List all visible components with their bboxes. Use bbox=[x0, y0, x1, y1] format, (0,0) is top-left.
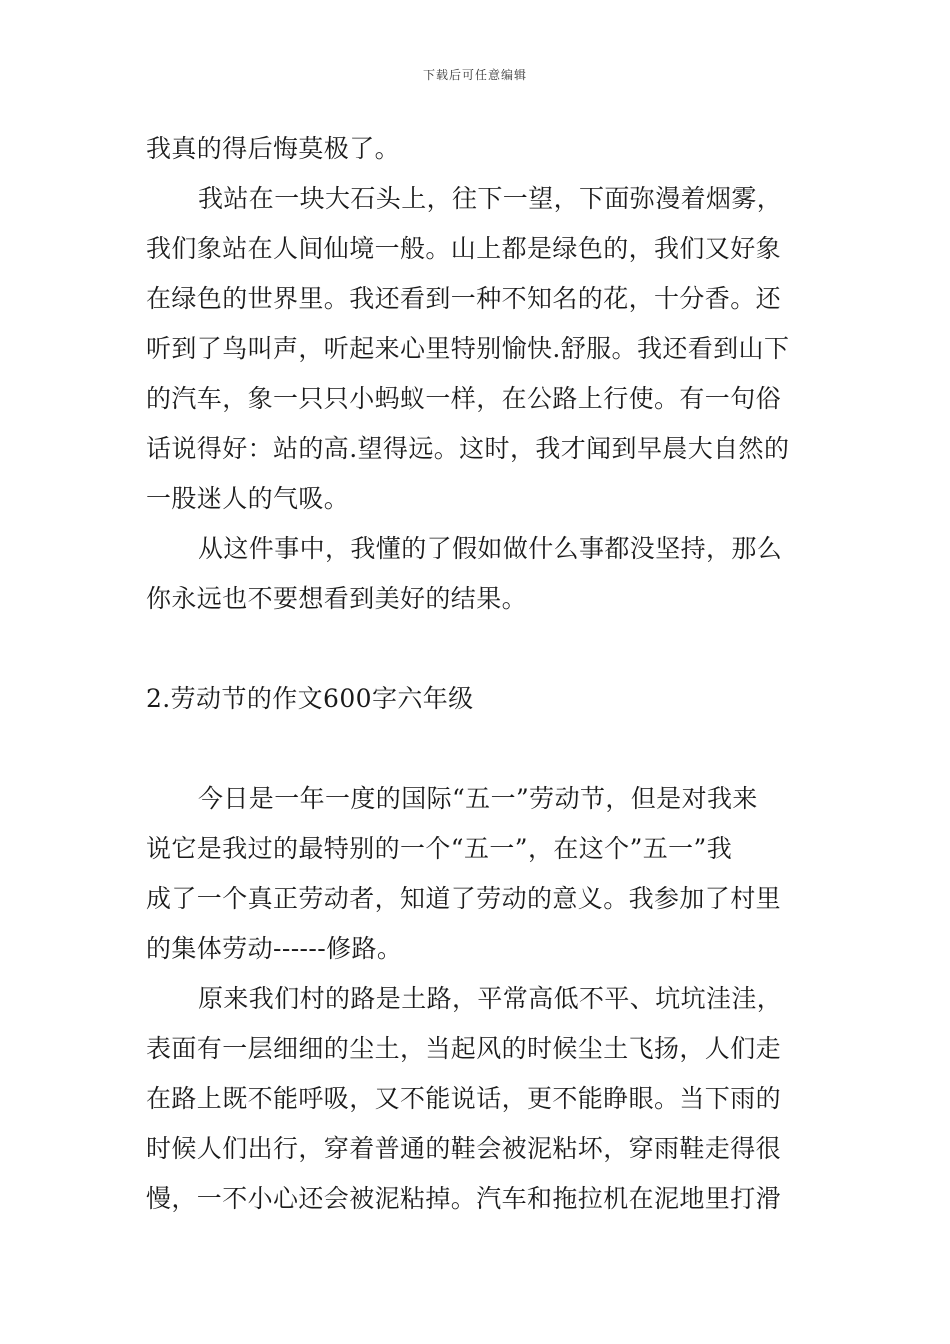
text-line: 你永远也不要想看到美好的结果。 bbox=[146, 584, 528, 613]
text-line: 慢，一不小心还会被泥粘掉。汽车和拖拉机在泥地里打滑 bbox=[146, 1184, 782, 1213]
text-line: 我真的得后悔莫极了。 bbox=[146, 134, 401, 163]
paragraph-start-line: 今日是一年一度的国际“五一”劳动节，但是对我来 bbox=[198, 784, 758, 813]
text-line: 一股迷人的气吸。 bbox=[146, 484, 350, 513]
text-line: 表面有一层细细的尘土，当起风的时候尘土飞扬，人们走 bbox=[146, 1034, 782, 1063]
document-body bbox=[146, 124, 806, 1224]
text-line: 在路上既不能呼吸，又不能说话，更不能睁眼。当下雨的 bbox=[146, 1084, 782, 1113]
text-line: 的汽车，象一只只小蚂蚁一样，在公路上行使。有一句俗 bbox=[146, 384, 782, 413]
text-line: 的集体劳动------修路。 bbox=[146, 934, 403, 963]
text-line: 话说得好：站的高.望得远。这时，我才闻到早晨大自然的 bbox=[146, 434, 790, 463]
paragraph-gap bbox=[146, 624, 806, 674]
text-line: 成了一个真正劳动者，知道了劳动的意义。我参加了村里 bbox=[146, 884, 782, 913]
text-line: 时候人们出行，穿着普通的鞋会被泥粘坏，穿雨鞋走得很 bbox=[146, 1134, 782, 1163]
paragraph-start-line: 从这件事中，我懂的了假如做什么事都没坚持，那么 bbox=[198, 534, 783, 563]
section-heading: 2.劳动节的作文600字六年级 bbox=[146, 684, 474, 713]
paragraph-start-line: 原来我们村的路是土路，平常高低不平、坑坑洼洼， bbox=[198, 984, 783, 1013]
text-line: 说它是我过的最特别的一个“五一”，在这个”五一”我 bbox=[146, 834, 733, 863]
paragraph-gap bbox=[146, 724, 806, 774]
text-line: 在绿色的世界里。我还看到一种不知名的花，十分香。还 bbox=[146, 284, 782, 313]
text-line: 我们象站在人间仙境一般。山上都是绿色的，我们又好象 bbox=[146, 234, 782, 263]
text-line: 听到了鸟叫声，听起来心里特别愉快.舒服。我还看到山下 bbox=[146, 334, 790, 363]
page-header: 下载后可任意编辑 bbox=[422, 68, 527, 82]
paragraph-start-line: 我站在一块大石头上，往下一望，下面弥漫着烟雾， bbox=[198, 184, 783, 213]
